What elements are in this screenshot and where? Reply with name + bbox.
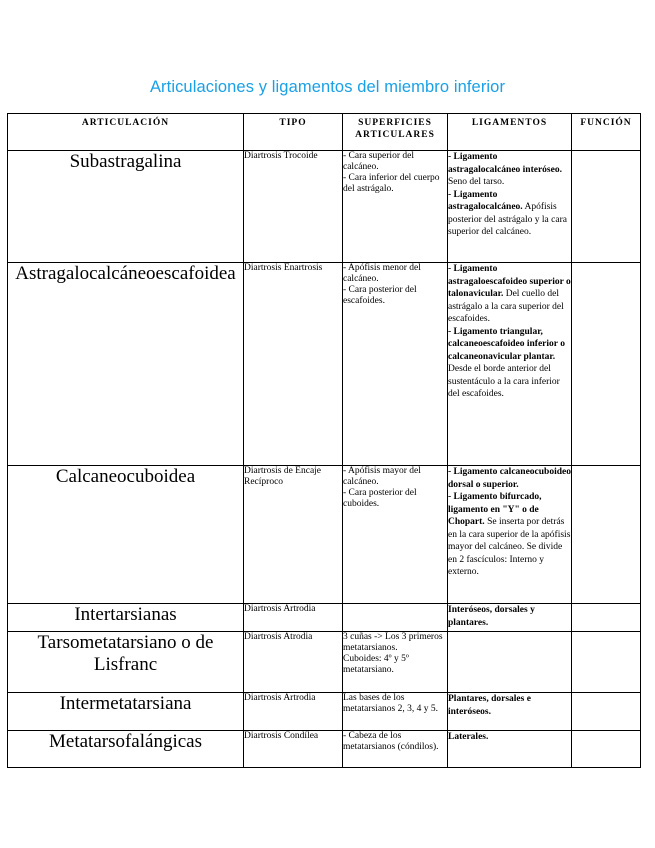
cell-ligamentos [448,693,572,731]
cell-ligamentos [448,466,572,604]
cell-ligamentos [448,731,572,768]
cell-superficies [343,151,448,263]
cell-funcion [572,604,641,632]
cell-tipo: Diartrosis Condílea [244,731,343,768]
superficie-line: - Cara superior del calcáneo. [343,151,414,172]
cell-tipo: Diartrosis de Encaje Recíproco [244,466,343,604]
header-funcion: FUNCIÓN [572,114,641,151]
ligamento-item [448,731,571,744]
table-row [8,466,641,604]
cell-funcion [572,693,641,731]
cell-tipo: Diartrosis Artrodia [244,693,343,731]
ligamento-item [448,491,571,579]
cell-ligamentos [448,632,572,693]
cell-articulacion: Tarsometatarsiano o de Lisfranc [8,632,244,693]
cell-superficies [343,604,448,632]
ligamento-name: - Ligamento astragaloescafoideo superior o talonavicular. [448,264,571,299]
cell-funcion [572,151,641,263]
superficie-line: Cuboides: 4º y 5º metatarsiano. [343,654,409,675]
cell-articulacion: Astragalocalcáneoescafoidea [8,263,244,466]
cell-superficies [343,731,448,768]
cell-superficies [343,632,448,693]
table-row [8,151,641,263]
ligamento-item [448,151,571,189]
cell-funcion [572,731,641,768]
cell-superficies [343,693,448,731]
cell-funcion [572,263,641,466]
ligamento-item [448,189,571,239]
header-articulacion: ARTICULACIÓN [8,114,244,151]
table-row [8,731,641,768]
ligamento-item [448,263,571,326]
joints-table [7,113,641,768]
table-row [8,604,641,632]
header-tipo: TIPO [244,114,343,151]
ligamento-name: - Ligamento calcaneocuboideo dorsal o superior. [448,467,571,490]
superficie-line: Las bases de los metatarsianos 2, 3, 4 y 5. [343,693,438,714]
cell-tipo: Diartrosis Atrodia [244,632,343,693]
header-superficies: SUPERFICIES ARTICULARES [343,114,448,151]
cell-articulacion: Calcaneocuboidea [8,466,244,604]
ligamento-item [448,466,571,491]
superficie-line: - Apófisis mayor del calcáneo. [343,466,421,487]
ligamento-name: - Ligamento astragalocalcáneo interóseo. [448,152,562,175]
header-ligamentos: LIGAMENTOS [448,114,572,151]
ligamento-name: - Ligamento astragalocalcáneo. [448,189,523,212]
cell-tipo: Diartrosis Trocoide [244,151,343,263]
cell-tipo: Diartrosis Enartrosis [244,263,343,466]
superficie-line: - Cara inferior del cuerpo del astrágalo. [343,173,440,194]
cell-tipo: Diartrosis Artrodia [244,604,343,632]
table-header-row [8,114,641,151]
cell-ligamentos [448,604,572,632]
table-row [8,263,641,466]
cell-funcion [572,466,641,604]
cell-articulacion: Intermetatarsiana [8,693,244,731]
ligamento-item [448,604,571,629]
ligamento-description: Desde el borde anterior del sustentáculo a la cara inferior del escafoides. [448,364,560,399]
superficie-line: - Cabeza de los metatarsianos (cóndilos). [343,731,439,752]
cell-ligamentos [448,263,572,466]
table-body [8,151,641,768]
ligamento-item [448,326,571,401]
superficie-line: 3 cuñas -> Los 3 primeros metatarsianos. [343,632,443,653]
cell-articulacion: Intertarsianas [8,604,244,632]
page-title: Articulaciones y ligamentos del miembro inferior [149,78,506,96]
table-row [8,632,641,693]
ligamento-name: Plantares, dorsales e interóseos. [448,694,531,717]
cell-funcion [572,632,641,693]
ligamento-name: Interóseos, dorsales y plantares. [448,605,535,628]
ligamento-description: Apófisis posterior del astrágalo y la cara superior del calcáneo. [448,202,567,237]
ligamento-item [448,693,571,718]
ligamento-name: - Ligamento bifurcado, ligamento en "Y" o de Chopart. [448,492,542,527]
ligamento-description: Se inserta por detrás en la cara superior de la apófisis mayor del calcáneo. Se divide en 2 fascículos: Interno y externo. [448,517,571,577]
superficie-line: - Apófisis menor del calcáneo. [343,263,421,284]
cell-articulacion: Subastragalina [8,151,244,263]
ligamento-description: Del cuello del astrágalo a la cara superior del escafoides. [448,289,564,324]
ligamento-name: Laterales. [448,732,489,742]
cell-ligamentos [448,151,572,263]
cell-superficies [343,466,448,604]
superficie-line: - Cara posterior del escafoides. [343,285,417,306]
cell-superficies [343,263,448,466]
cell-articulacion: Metatarsofalángicas [8,731,244,768]
ligamento-description: Seno del tarso. [448,177,505,187]
table-row [8,693,641,731]
ligamento-name: - Ligamento triangular, calcaneoescafoideo inferior o calcaneonavicular plantar. [448,326,565,362]
superficie-line: - Cara posterior del cuboides. [343,488,417,509]
